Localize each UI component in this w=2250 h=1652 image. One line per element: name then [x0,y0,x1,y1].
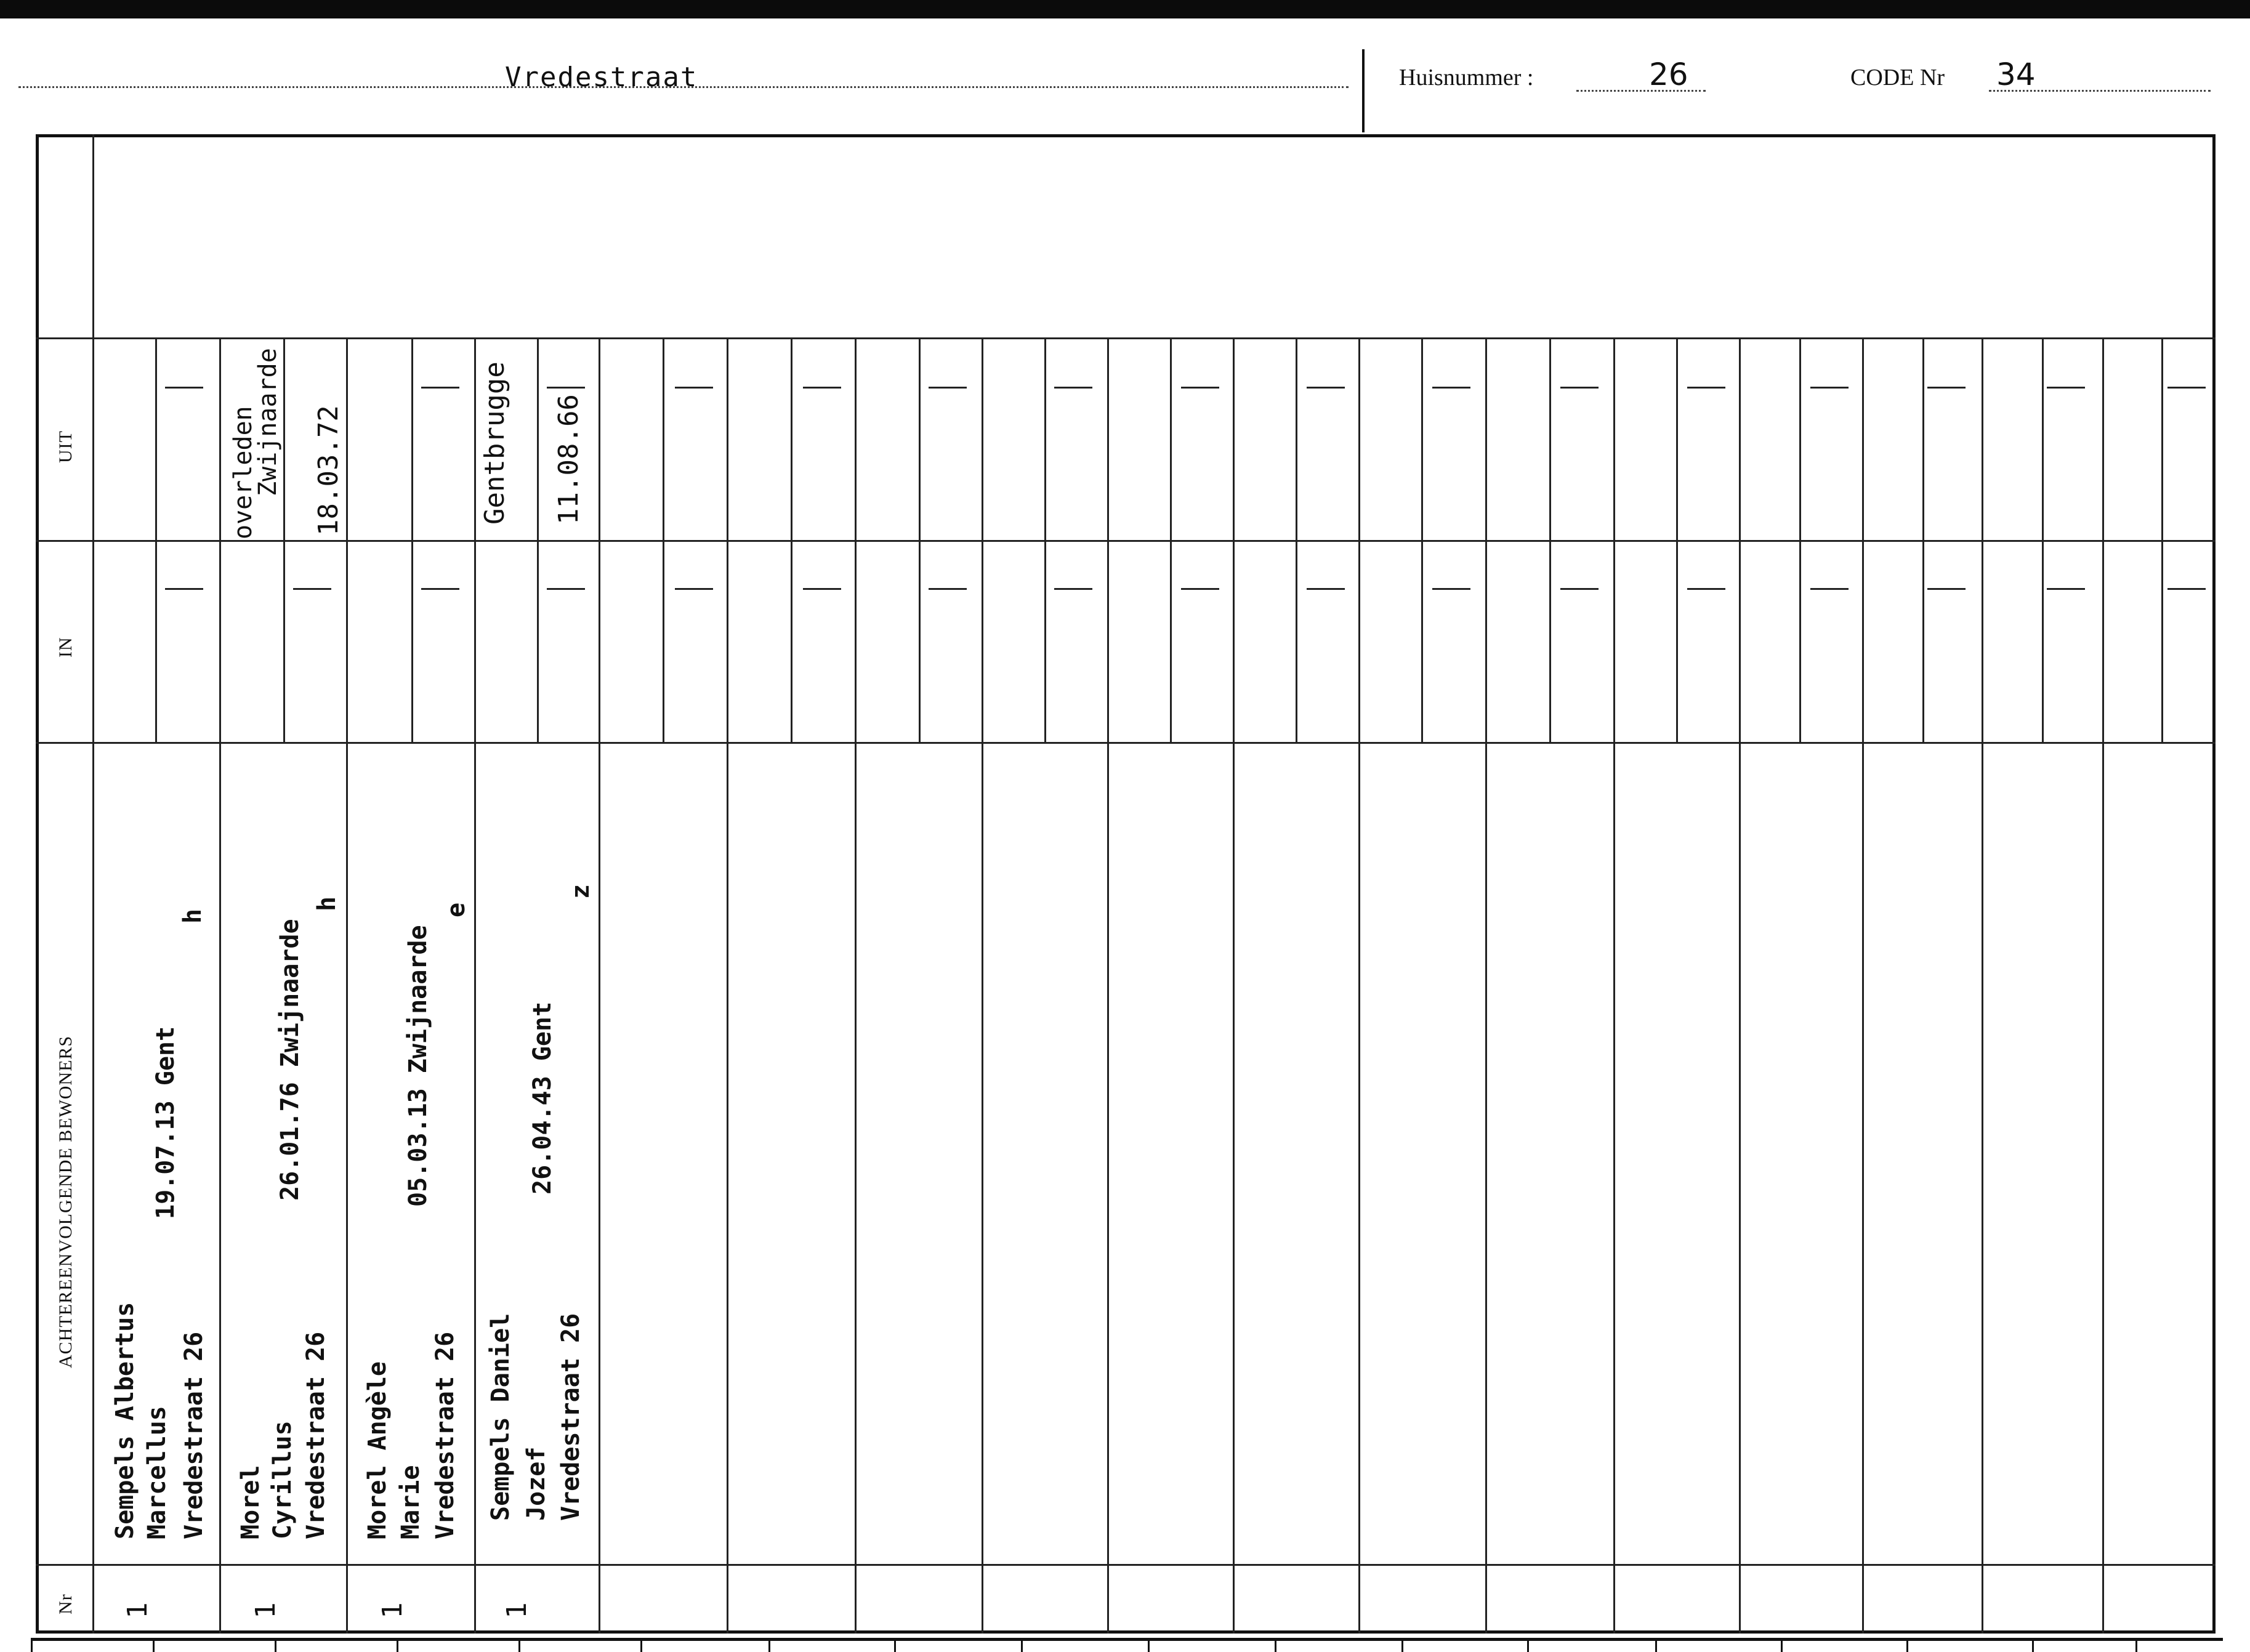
column-line [219,337,221,1634]
column-line [1613,337,1615,1634]
bottom-tick [1781,1640,1783,1652]
subcolumn-line [1296,337,1297,742]
uit-dash-mark [2047,387,2085,389]
column-line [1485,337,1487,1634]
in-dash-mark [675,588,713,590]
column-line [1358,337,1360,1634]
subcolumn-line [663,337,664,742]
subcolumn-line [1549,337,1551,742]
resident-4-code: z [567,884,595,899]
uit-dash-mark [1560,387,1599,389]
column-line [982,337,983,1634]
in-dash-mark [165,588,203,590]
column-line [1739,337,1741,1634]
in-dash-mark [1054,588,1092,590]
in-dash-mark [547,588,585,590]
resident-3-name-line1: Morel Angèle [363,1361,392,1539]
subcolumn-line [1922,337,1924,742]
subcolumn-line [1044,337,1046,742]
huisnummer-label: Huisnummer : [1399,65,1534,91]
bottom-tick [1655,1640,1657,1652]
resident-2-address: Vredestraat 26 [302,1331,330,1539]
subcolumn-line [411,337,413,742]
uit-dash-mark [1927,387,1966,389]
in-dash-mark [293,588,331,590]
resident-4-uit-place: Gentbrugge [479,361,510,525]
uit-dash-mark [1054,387,1092,389]
bottom-tick [31,1640,33,1652]
street-name: Vredestraat [505,62,698,93]
scan-top-border [0,0,2250,18]
resident-2-uit-place: Zwijnaarde [254,348,282,496]
resident-1-nr: 1 [121,1602,153,1619]
subcolumn-line [1170,337,1172,742]
nr-row-label: Nr [55,1594,76,1614]
column-line [855,337,857,1634]
bottom-tick [768,1640,770,1652]
resident-1-birth: 19.07.13 Gent [151,1026,180,1219]
resident-3-nr: 1 [376,1602,408,1619]
resident-2-nr: 1 [249,1602,281,1619]
header-separator [1362,49,1365,132]
uit-dash-mark [803,387,841,389]
resident-3-code: e [442,902,470,917]
uit-dash-mark [1307,387,1345,389]
uit-dash-mark [675,387,713,389]
resident-3-address: Vredestraat 26 [431,1331,459,1539]
uit-row-label: UIT [55,430,76,463]
row-separator [36,1564,2216,1566]
resident-2-name-line2: Cyrillus [268,1420,297,1539]
resident-4-name-line2: Jozef [522,1446,550,1521]
column-line [2102,337,2104,1634]
code-label: CODE Nr [1850,65,1945,91]
column-line [1107,337,1109,1634]
row-separator [36,742,2216,744]
bottom-tick [2032,1640,2034,1652]
uit-dash-mark [2167,387,2206,389]
subcolumn-line [1676,337,1678,742]
resident-2-code: h [313,896,341,911]
resident-3-name-line2: Marie [397,1465,425,1539]
in-dash-mark [1810,588,1849,590]
huisnummer-value: 26 [1649,57,1688,92]
subcolumn-line [919,337,921,742]
subcolumn-line [537,337,539,742]
in-dash-mark [929,588,967,590]
column-line [1233,337,1235,1634]
bottom-tick [153,1640,155,1652]
uit-dash-mark [1432,387,1470,389]
bottom-tick [1021,1640,1023,1652]
in-row-label: IN [55,637,76,658]
in-dash-mark [1432,588,1470,590]
resident-2-uit-reason: overleden [229,406,257,539]
in-dash-mark [2167,588,2206,590]
subcolumn-line [1421,337,1423,742]
in-dash-mark [2047,588,2085,590]
bottom-tick [894,1640,896,1652]
in-dash-mark [1687,588,1725,590]
column-line [727,337,728,1634]
resident-1-name-line1: Sempels Albertus [111,1302,139,1539]
in-dash-mark [421,588,459,590]
label-column-line [92,134,94,1634]
column-line [1982,337,1983,1634]
bottom-tick [640,1640,642,1652]
uit-dash-mark [929,387,967,389]
bottom-tick [1401,1640,1403,1652]
bottom-tick [397,1640,398,1652]
resident-2-uit-date: 18.03.72 [313,405,344,536]
row-separator [36,540,2216,542]
resident-2-birth: 26.01.76 Zwijnaarde [276,919,304,1201]
subcolumn-line [1799,337,1801,742]
uit-dash-mark [165,387,203,389]
resident-3-birth: 05.03.13 Zwijnaarde [404,925,432,1207]
row-separator [36,337,2216,339]
bottom-tick [2135,1640,2137,1652]
bottom-tick [1906,1640,1908,1652]
subcolumn-line [791,337,792,742]
resident-4-uit-date: 11.08.66 [553,394,584,525]
bottom-rule [31,1638,2223,1641]
column-line [1862,337,1864,1634]
resident-4-name-line1: Sempels Daniel [486,1313,515,1521]
in-dash-mark [1307,588,1345,590]
resident-1-code: h [179,908,207,924]
resident-1-address: Vredestraat 26 [180,1331,208,1539]
column-line [599,337,600,1634]
in-dash-mark [1560,588,1599,590]
bottom-tick [1148,1640,1150,1652]
in-dash-mark [803,588,841,590]
subcolumn-line [283,337,285,742]
resident-1-name-line2: Marcellus [143,1406,171,1539]
column-line [346,337,348,1634]
bottom-tick [1275,1640,1276,1652]
uit-dash-mark [547,387,585,389]
bottom-tick [1527,1640,1529,1652]
register-form [36,134,2216,1634]
code-value: 34 [1996,57,2036,92]
uit-dash-mark [421,387,459,389]
resident-4-birth: 26.04.43 Gent [528,1001,557,1195]
resident-4-nr: 1 [501,1602,533,1619]
column-line [474,337,476,1634]
subcolumn-line [2161,337,2163,742]
in-dash-mark [1181,588,1219,590]
resident-2-name-line1: Morel [236,1465,265,1539]
bottom-tick [275,1640,276,1652]
in-dash-mark [1927,588,1966,590]
subcolumn-line [2042,337,2044,742]
bottom-tick [518,1640,520,1652]
bewoners-row-label: ACHTEREENVOLGENDE BEWONERS [55,1035,76,1368]
resident-4-address: Vredestraat 26 [557,1313,585,1521]
uit-dash-mark [1810,387,1849,389]
subcolumn-line [155,337,157,742]
uit-dash-mark [1181,387,1219,389]
uit-dash-mark [1687,387,1725,389]
